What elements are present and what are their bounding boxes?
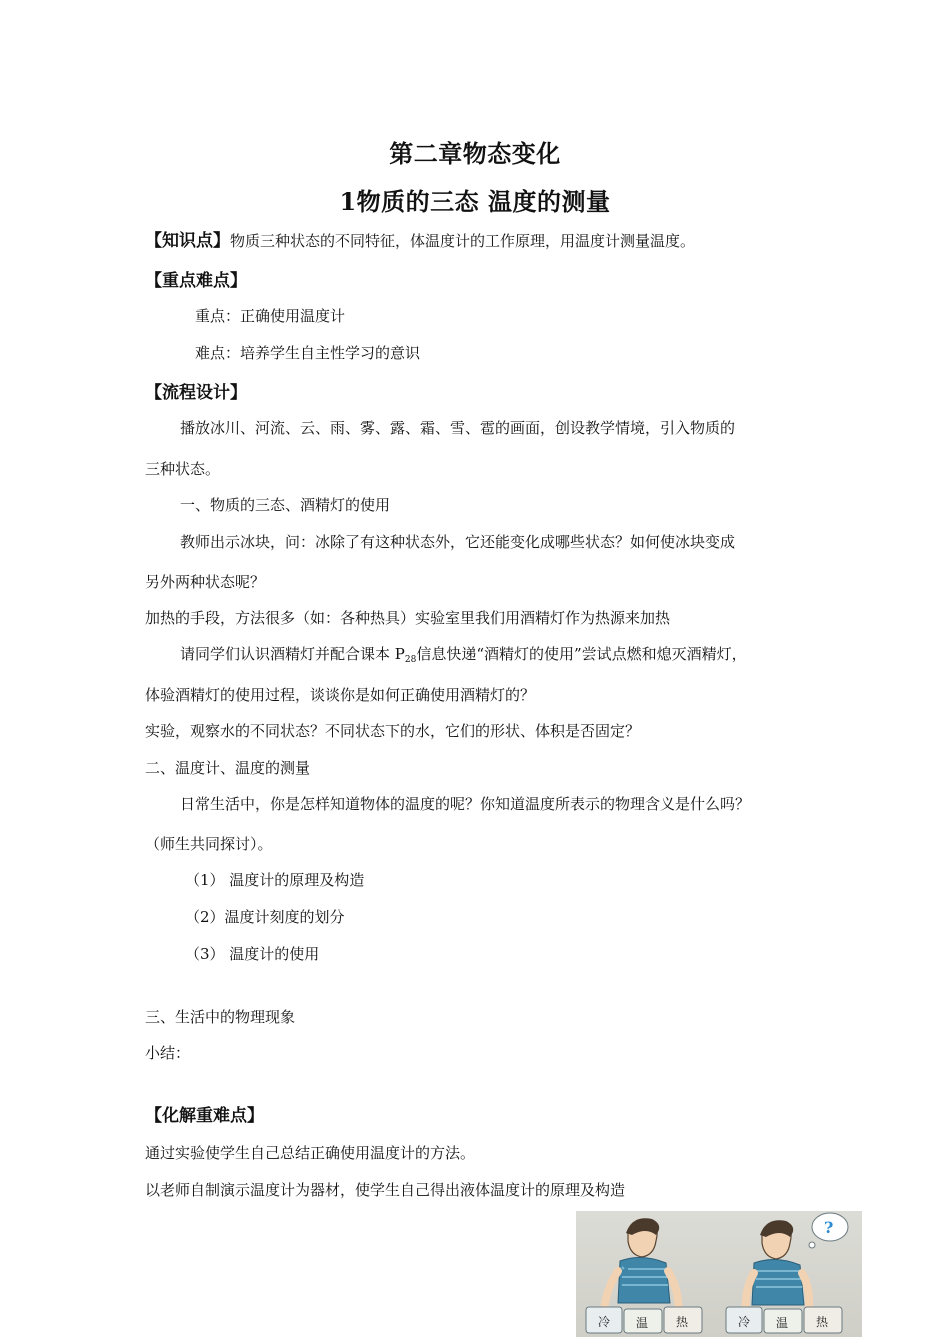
illustration-graphic	[576, 1211, 862, 1337]
knowledge-paragraph	[145, 226, 695, 251]
chapter-title: 第二章物态变化	[389, 139, 561, 168]
svg-text:?: ?	[824, 1218, 834, 1237]
left-boy	[604, 1218, 678, 1313]
difficulty-text: 难点：培养学生自主性学习的意识	[195, 344, 421, 362]
teacher-question-line-2: 另外两种状态呢？	[145, 573, 266, 591]
list-item-3: （3） 温度计的使用	[185, 945, 320, 963]
knowledge-heading: 【知识点】	[145, 231, 230, 251]
right-boy	[746, 1220, 809, 1313]
right-label-hot: 热	[816, 1315, 829, 1329]
experiment-text: 实验，观察水的不同状态？不同状态下的水，它们的形状、体积是否固定？	[145, 722, 641, 740]
section-2-title: 二、温度计、温度的测量	[145, 759, 311, 777]
heating-text: 加热的手段，方法很多（如：各种热具）实验室里我们用酒精灯作为热源来加热	[145, 609, 671, 627]
right-label-cold: 冷	[738, 1315, 751, 1329]
lesson-title: 1物质的三态 温度的测量	[339, 187, 611, 216]
left-label-cold: 冷	[598, 1315, 611, 1329]
lamp-line-2: 体验酒精灯的使用过程，谈谈你是如何正确使用酒精灯的？	[145, 686, 536, 704]
lamp-line-1b: 信息快递“酒精灯的使用”尝试点燃和熄灭酒精灯，	[416, 645, 747, 663]
right-basins	[726, 1307, 842, 1333]
lamp-line-1a: 请同学们认识酒精灯并配合课本 P	[180, 645, 405, 663]
process-heading: 【流程设计】	[145, 383, 247, 403]
daily-line-2: （师生共同探讨）。	[145, 835, 273, 853]
left-label-warm: 温	[636, 1316, 649, 1330]
intro-line-1: 播放冰川、河流、云、雨、雾、露、霜、雪、雹的画面，创设教学情境，引入物质的	[180, 419, 736, 437]
intro-line-2: 三种状态。	[145, 460, 221, 478]
summary-label: 小结：	[145, 1044, 191, 1062]
right-label-warm: 温	[776, 1316, 789, 1330]
list-item-2: （2）温度计刻度的划分	[185, 908, 345, 926]
left-label-hot: 热	[676, 1315, 689, 1329]
resolve-heading: 【化解重难点】	[145, 1106, 264, 1126]
list-item-1: （1） 温度计的原理及构造	[185, 871, 365, 889]
daily-line-1: 日常生活中，你是怎样知道物体的温度的呢？你知道温度所表示的物理含义是什么吗？	[180, 795, 751, 813]
section-3-title: 三、生活中的物理现象	[145, 1008, 296, 1026]
page-subscript: 28	[404, 655, 417, 665]
knowledge-text: 物质三种状态的不同特征，体温度计的工作原理，用温度计测量温度。	[230, 232, 696, 250]
resolve-line-1: 通过实验使学生自己总结正确使用温度计的方法。	[145, 1144, 476, 1162]
lamp-line-1	[180, 643, 747, 665]
left-basins	[586, 1307, 702, 1333]
section-1-title: 一、物质的三态、酒精灯的使用	[180, 496, 391, 514]
teacher-question-line-1: 教师出示冰块，问：冰除了有这种状态外，它还能变化成哪些状态？如何使冰块变成	[180, 533, 736, 551]
question-bubble-icon	[809, 1213, 848, 1248]
key-points-heading: 【重点难点】	[145, 271, 247, 291]
resolve-line-2: 以老师自制演示温度计为器材，使学生自己得出液体温度计的原理及构造	[145, 1181, 626, 1199]
key-point-text: 重点：正确使用温度计	[195, 307, 346, 325]
experiment-illustration	[576, 1211, 862, 1337]
